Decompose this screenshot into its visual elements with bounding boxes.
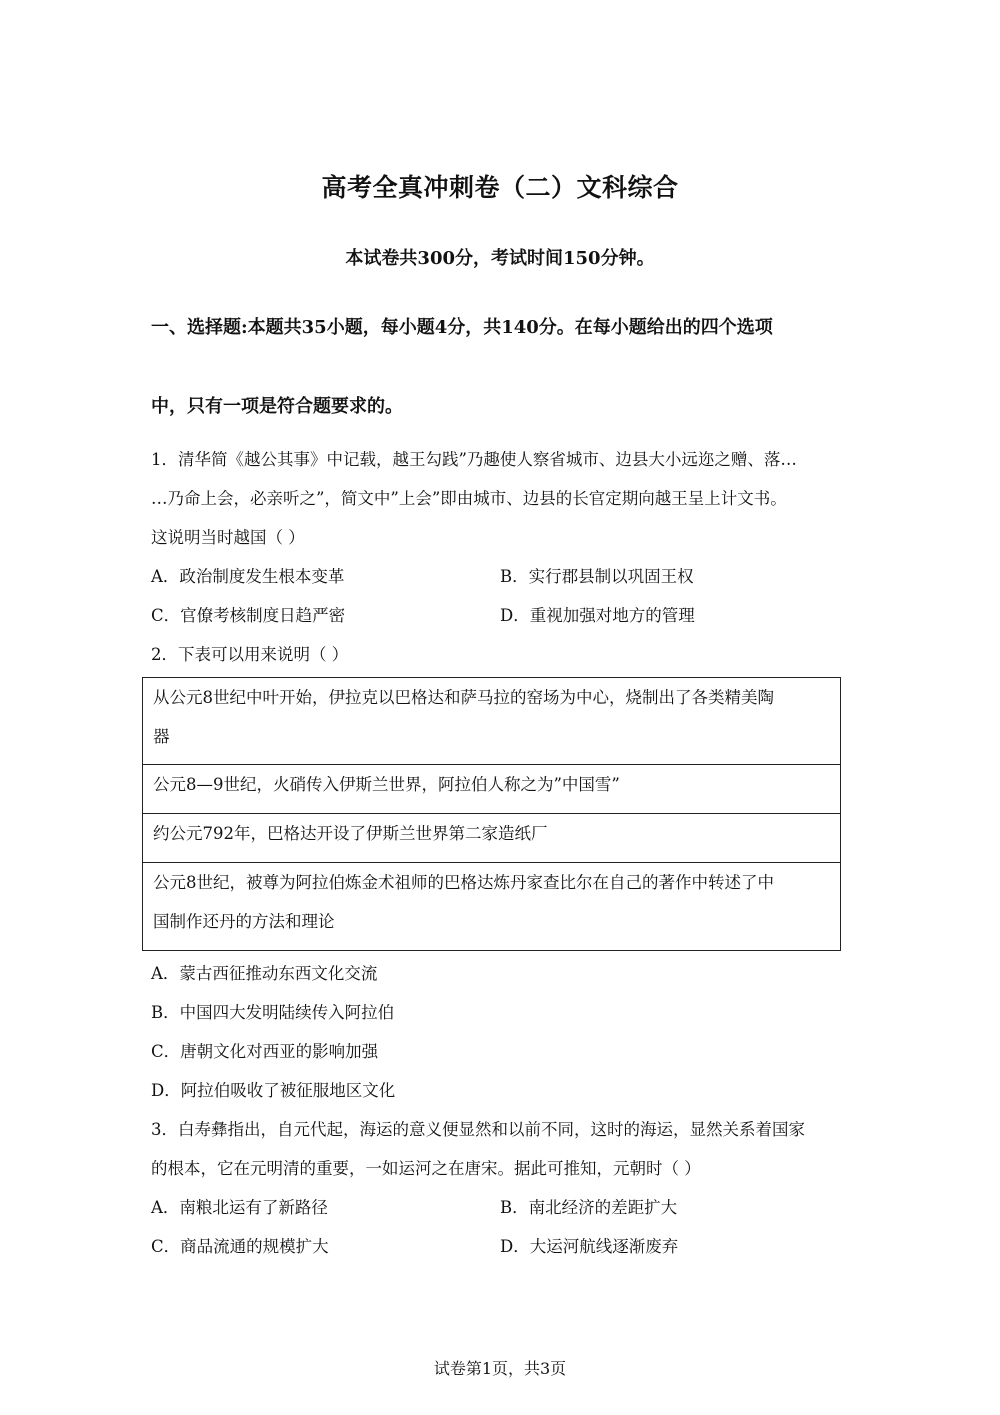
table-cell (143, 863, 841, 951)
table-cell-line: 公元8—9世纪，火硝传入伊斯兰世界，阿拉伯人称之为”中国雪” (153, 775, 620, 794)
q3-option-a: A．南粮北运有了新路径 (151, 1198, 328, 1217)
table-cell-line: 国制作还丹的方法和理论 (153, 912, 335, 931)
q1-option-a: A．政治制度发生根本变革 (151, 567, 345, 586)
page-title: 高考全真冲刺卷（二）文科综合 (321, 173, 679, 202)
page-footer: 试卷第1页，共3页 (433, 1359, 567, 1378)
table-cell-line: 公元8世纪，被尊为阿拉伯炼金术祖师的巴格达炼丹家查比尔在自己的著作中转述了中 (153, 873, 774, 892)
table-row (143, 863, 841, 951)
section-heading-line2: 中，只有一项是符合题要求的。 (151, 396, 403, 417)
table-cell-line: 约公元792年，巴格达开设了伊斯兰世界第二家造纸厂 (153, 824, 548, 843)
table-cell (143, 765, 841, 814)
q2-option-d: D．阿拉伯吸收了被征服地区文化 (151, 1081, 396, 1100)
q2-option-b: B．中国四大发明陆续传入阿拉伯 (151, 1003, 395, 1022)
table-cell-line: 从公元8世纪中叶开始，伊拉克以巴格达和萨马拉的窑场为中心，烧制出了各类精美陶 (153, 688, 774, 707)
table-cell (143, 814, 841, 863)
table-cell-line: 器 (153, 727, 170, 746)
q2-option-a: A．蒙古西征推动东西文化交流 (151, 964, 378, 983)
q3-stem-line2: 的根本，它在元明清的重要，一如运河之在唐宋。据此可推知，元朝时（ ） (151, 1159, 701, 1178)
table-row (143, 678, 841, 765)
table-row (143, 765, 841, 814)
section-heading-line1: 一、选择题:本题共35小题，每小题4分，共140分。在每小题给出的四个选项 (151, 317, 773, 338)
q1-stem-line2: …乃命上会，必亲听之”，简文中”上会”即由城市、边县的长官定期向越王呈上计文书。 (151, 489, 787, 508)
q1-stem-line1: 1．清华简《越公其事》中记载，越王勾践”乃趣使人察省城市、边县大小远迩之赠、落… (151, 450, 797, 469)
q2-stem: 2．下表可以用来说明（ ） (151, 645, 349, 664)
q1-option-c: C．官僚考核制度日趋严密 (151, 606, 346, 625)
table-row (143, 814, 841, 863)
q1-option-b: B．实行郡县制以巩固王权 (500, 567, 694, 586)
q2-info-table (142, 677, 841, 951)
exam-info: 本试卷共300分，考试时间150分钟。 (345, 248, 655, 269)
q1-option-d: D．重视加强对地方的管理 (500, 606, 695, 625)
q2-option-c: C．唐朝文化对西亚的影响加强 (151, 1042, 379, 1061)
q3-option-d: D．大运河航线逐渐废弃 (500, 1237, 679, 1256)
q3-option-c: C．商品流通的规模扩大 (151, 1237, 329, 1256)
table-cell (143, 678, 841, 765)
q1-stem-line3: 这说明当时越国（ ） (151, 528, 305, 547)
q3-option-b: B．南北经济的差距扩大 (500, 1198, 678, 1217)
q3-stem-line1: 3．白寿彝指出，自元代起，海运的意义便显然和以前不同，这时的海运，显然关系着国家 (151, 1120, 805, 1139)
